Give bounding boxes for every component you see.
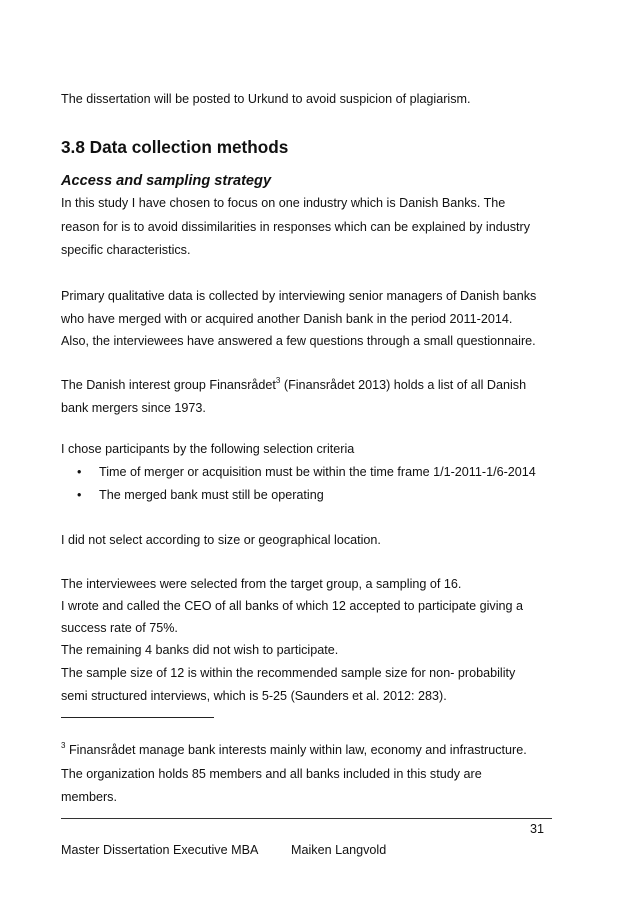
footnote-line: The organization holds 85 members and all banks included in this study are: [61, 767, 482, 781]
footnote-number: 3: [61, 740, 66, 750]
paragraph-line: The sample size of 12 is within the recommended sample size for non- probability: [61, 666, 516, 680]
paragraph-line: Primary qualitative data is collected by interviewing senior managers of Danish banks: [61, 289, 537, 303]
paragraph-text: (Finansrådet 2013) holds a list of all Danish: [280, 378, 527, 392]
footnote-reference: 3: [275, 375, 281, 385]
paragraph-line: The remaining 4 banks did not wish to participate.: [61, 643, 339, 657]
paragraph-line: Also, the interviewees have answered a few questions through a small questionnaire.: [61, 334, 536, 348]
list-item: Time of merger or acquisition must be within the time frame 1/1-2011-1/6-2014: [99, 465, 536, 479]
paragraph-text: The Danish interest group Finansrådet: [61, 378, 276, 392]
paragraph-line: [61, 375, 527, 393]
footnote-text: Finansrådet manage bank interests mainly within law, economy and infrastructure.: [65, 743, 527, 757]
paragraph-line: I did not select according to size or geographical location.: [61, 533, 381, 547]
paragraph-line: success rate of 75%.: [61, 621, 178, 635]
paragraph-line: In this study I have chosen to focus on one industry which is Danish Banks. The: [61, 196, 506, 210]
paragraph-line: bank mergers since 1973.: [61, 401, 206, 415]
subsection-heading: Access and sampling strategy: [61, 173, 272, 189]
bullet-icon: •: [77, 488, 82, 502]
paragraph-line: reason for is to avoid dissimilarities in responses which can be explained by industry: [61, 220, 531, 234]
page-number: 31: [530, 822, 545, 836]
criteria-intro: I chose participants by the following selection criteria: [61, 442, 355, 456]
section-heading: 3.8 Data collection methods: [61, 137, 289, 157]
paragraph-line: who have merged with or acquired another Danish bank in the period 2011-2014.: [61, 312, 513, 326]
footnote-line: members.: [61, 790, 117, 804]
footer-author: Maiken Langvold: [291, 843, 387, 857]
list-item: The merged bank must still be operating: [99, 488, 324, 502]
paragraph-line: I wrote and called the CEO of all banks of which 12 accepted to participate giving a: [61, 599, 524, 613]
footer-title: Master Dissertation Executive MBA: [61, 843, 259, 857]
footnote-line: [61, 740, 527, 758]
paragraph-line: The interviewees were selected from the target group, a sampling of 16.: [61, 577, 462, 591]
bullet-icon: •: [77, 465, 82, 479]
footnote-separator: [61, 717, 214, 718]
footer-divider: [61, 818, 552, 819]
paragraph-line: semi structured interviews, which is 5-25 (Saunders et al. 2012: 283).: [61, 689, 447, 703]
intro-text: The dissertation will be posted to Urkund to avoid suspicion of plagiarism.: [61, 92, 471, 106]
paragraph-line: specific characteristics.: [61, 243, 191, 257]
